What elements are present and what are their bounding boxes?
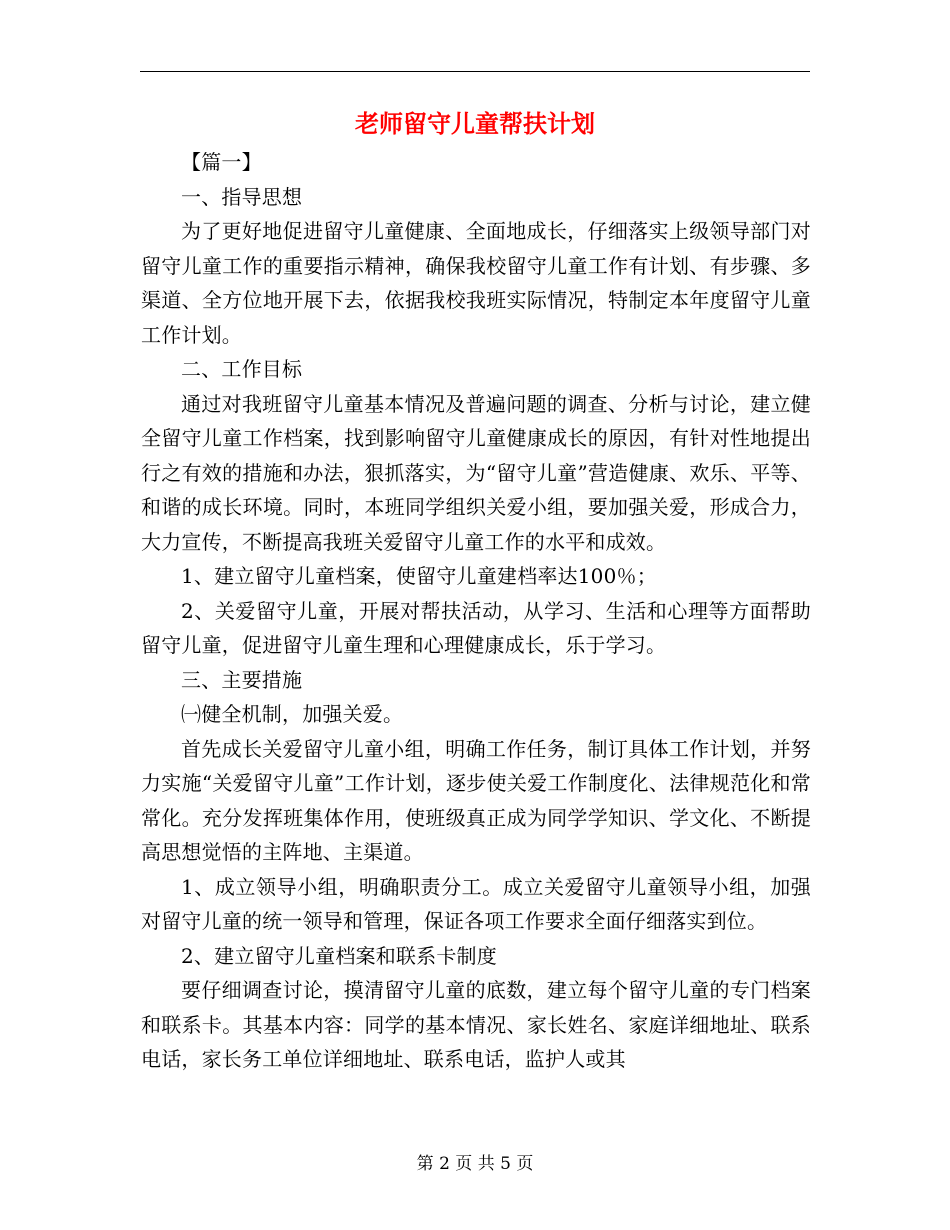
- paragraph-work-goals: 通过对我班留守儿童基本情况及普遍问题的调查、分析与讨论，建立健全留守儿童工作档案，找到影响留守儿童健康成长的原因，有针对性地提出行之有效的措施和办法，狠抓落实，为“留守儿童”营造健康、欢乐、平等、和谐的成长环境。同时，本班同学组织关爱小组，要加强关爱，形成合力，大力宣传，不断提高我班关爱留守儿童工作的水平和成效。: [141, 391, 811, 554]
- paragraph-archives: 要仔细调查讨论，摸清留守儿童的底数，建立每个留守儿童的专门档案和联系卡。其基本内容：同学的基本情况、家长姓名、家庭详细地址、联系电话，家长务工单位详细地址、联系电话，监护人或其: [141, 978, 811, 1071]
- page-number: 第 2 页 共 5 页: [416, 1154, 534, 1174]
- subheading-mechanism: ㈠健全机制，加强关爱。: [181, 702, 404, 726]
- section-label: 【篇一】: [181, 150, 262, 174]
- goal-item-2: 2、关爱留守儿童，开展对帮扶活动，从学习、生活和心理等方面帮助留守儿童，促进留守儿童生理和心理健康成长，乐于学习。: [141, 598, 811, 657]
- header-rule: [140, 71, 810, 72]
- measure-item-2: 2、建立留守儿童档案和联系卡制度: [181, 943, 497, 968]
- measure-item-1: 1、成立领导小组，明确职责分工。成立关爱留守儿童领导小组，加强对留守儿童的统一领导和管理，保证各项工作要求全面仔细落实到位。: [141, 874, 811, 933]
- document-body: [141, 145, 811, 1077]
- goal-item-1: 1、建立留守儿童档案，使留守儿童建档率达100％；: [181, 564, 657, 588]
- heading-main-measures: 三、主要措施: [181, 667, 303, 692]
- document-title: 老师留守儿童帮扶计划: [355, 109, 595, 138]
- paragraph-guiding-ideology: 为了更好地促进留守儿童健康、全面地成长，仔细落实上级领导部门对留守儿童工作的重要指示精神，确保我校留守儿童工作有计划、有步骤、多渠道、全方位地开展下去，依据我校我班实际情况，特制定本年度留守儿童工作计划。: [141, 219, 811, 347]
- heading-work-goals: 二、工作目标: [181, 357, 303, 381]
- heading-guiding-ideology: 一、指导思想: [181, 184, 303, 209]
- paragraph-mechanism: 首先成长关爱留守儿童小组，明确工作任务，制订具体工作计划，并努力实施“关爱留守儿童”工作计划，逐步使关爱工作制度化、法律规范化和常常化。充分发挥班集体作用，使班级真正成为同学学知识、学文化、不断提高思想觉悟的主阵地、主渠道。: [141, 736, 811, 864]
